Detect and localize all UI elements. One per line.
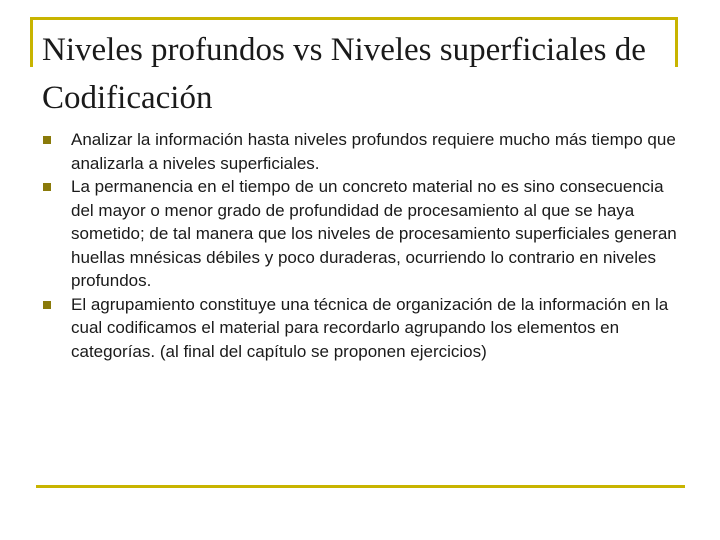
square-bullet-icon bbox=[43, 183, 51, 191]
slide-title: Niveles profundos vs Niveles superficiales de Codificación bbox=[42, 32, 646, 116]
frame-left-line bbox=[30, 17, 33, 67]
bullet-item bbox=[42, 293, 682, 364]
frame-right-line bbox=[675, 17, 678, 67]
bullet-text: Analizar la información hasta niveles profundos requiere mucho más tiempo que analizarla a niveles superficiales. bbox=[71, 130, 676, 173]
bullet-text: El agrupamiento constituye una técnica de organización de la información en la cual codificamos el material para recordarlo agrupando los elementos en categorías. (al final del capítulo se proponen ejercicios) bbox=[71, 294, 669, 361]
bullet-item bbox=[42, 175, 682, 293]
bullet-text: La permanencia en el tiempo de un concreto material no es sino consecuencia del mayor o menor grado de profundidad de procesamiento al que se haya sometido; de tal manera que los niveles de procesamiento superficiales generan huellas mnésicas débiles y poco duraderas, ocurriendo lo contrario en niveles profundos. bbox=[71, 177, 677, 290]
frame-bottom-line bbox=[36, 485, 685, 488]
square-bullet-icon bbox=[43, 301, 51, 309]
bullet-item bbox=[42, 128, 682, 175]
square-bullet-icon bbox=[43, 136, 51, 144]
bullet-list bbox=[42, 128, 682, 363]
frame-top-line bbox=[30, 17, 678, 20]
